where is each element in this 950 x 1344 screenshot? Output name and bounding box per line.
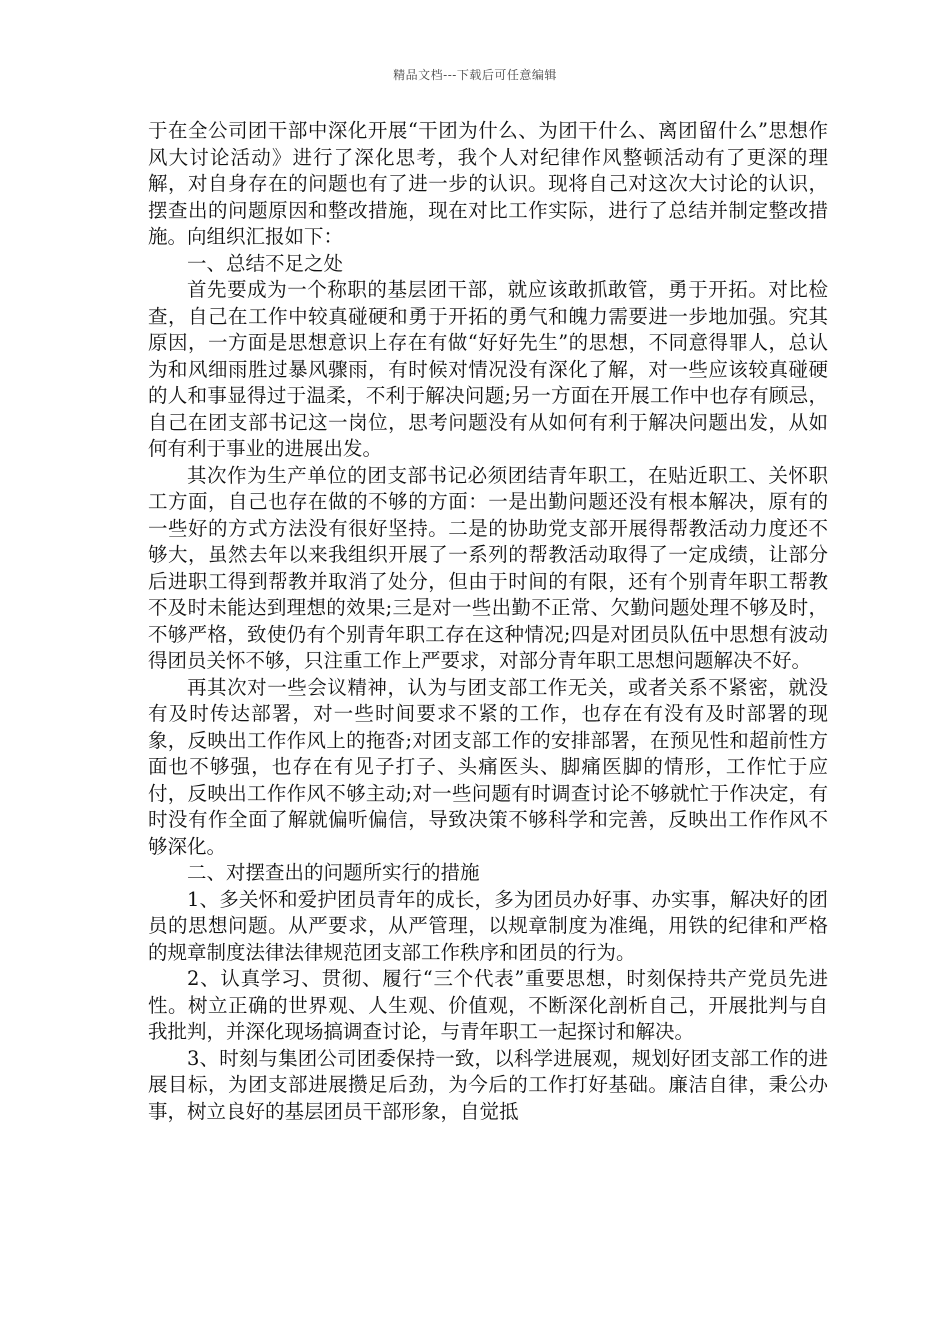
section-heading-2: 二、对摆查出的问题所实行的措施	[187, 861, 480, 884]
section-heading-1: 一、总结不足之处	[187, 251, 344, 275]
paragraph: 其次作为生产单位的团支部书记必须团结青年职工，在贴近职工、关怀职工方面，自己也存在做的不够的方面：一是出勤问题还没有根本解决，原有的一些好的方式方法没有很好坚持。二是的协助党支部开展得帮教活动力度还不够大，虽然去年以来我组织开展了一系列的帮教活动取得了一定成绩，让部分后进职工得到帮教并取消了处分，但由于时间的有限，还有个别青年职工帮教不及时未能达到理想的效果;三是对一些出勤不正常、欠勤问题处理不够及时，不够严格，致使仍有个别青年职工存在这种情况;四是对团员队伍中思想有波动得团员关怀不够，只注重工作上严要求，对部分青年职工思想问题解决不好。	[148, 463, 828, 672]
list-item: 1、多关怀和爱护团员青年的成长，多为团员办好事、办实事，解决好的团员的思想问题。从严要求，从严管理，以规章制度为准绳，用铁的纪律和严格的规章制度法律法律规范团支部工作秩序和团员的行为。	[148, 887, 828, 964]
paragraph: 首先要成为一个称职的基层团干部，就应该敢抓敢管，勇于开拓。对比检查，自己在工作中较真碰硬和勇于开拓的勇气和魄力需要进一步地加强。究其原因，一方面是思想意识上存在有做“好好先生”的思想，不同意得罪人，总认为和风细雨胜过暴风骤雨，有时候对情况没有深化了解，对一些应该较真碰硬的人和事显得过于温柔，不利于解决问题;另一方面在开展工作中也存有顾忌，自己在团支部书记这一岗位，思考问题没有从如何有利于解决问题出发，从如何有利于事业的进展出发。	[148, 278, 828, 460]
paragraph: 再其次对一些会议精神，认为与团支部工作无关，或者关系不紧密，就没有及时传达部署，对一些时间要求不紧的工作，也存在有没有及时部署的现象，反映出工作作风上的拖沓;对团支部工作的安排部署，在预见性和超前性方面也不够强，也存在有见子打子、头痛医头、脚痛医脚的情形，工作忙于应付，反映出工作作风不够主动;对一些问题有时调查讨论不够就忙于作决定，有时没有作全面了解就偏听偏信，导致决策不够科学和完善，反映出工作作风不够深化。	[148, 675, 828, 858]
list-item: 3、时刻与集团公司团委保持一致，以科学进展观，规划好团支部工作的进展目标，为团支部进展攒足后劲，为今后的工作打好基础。廉洁自律，秉公办事，树立良好的基层团员干部形象，自觉抵	[148, 1046, 828, 1123]
list-item: 2、认真学习、贯彻、履行“三个代表”重要思想，时刻保持共产党员先进性。树立正确的世界观、人生观、价值观，不断深化剖析自己，开展批判与自我批判，并深化现场搞调查讨论，与青年职工一起探讨和解决。	[148, 967, 828, 1043]
page-header: 精品文档---下载后可任意编辑	[393, 68, 557, 82]
paragraph-intro: 于在全公司团干部中深化开展“干团为什么、为团干什么、离团留什么”思想作风大讨论活动》进行了深化思考，我个人对纪律作风整顿活动有了更深的理解，对自身存在的问题也有了进一步的认识。现将自己对这次大讨论的认识，摆查出的问题原因和整改措施，现在对比工作实际，进行了总结并制定整改措施。向组织汇报如下：	[148, 119, 828, 248]
document-body	[148, 118, 828, 1125]
